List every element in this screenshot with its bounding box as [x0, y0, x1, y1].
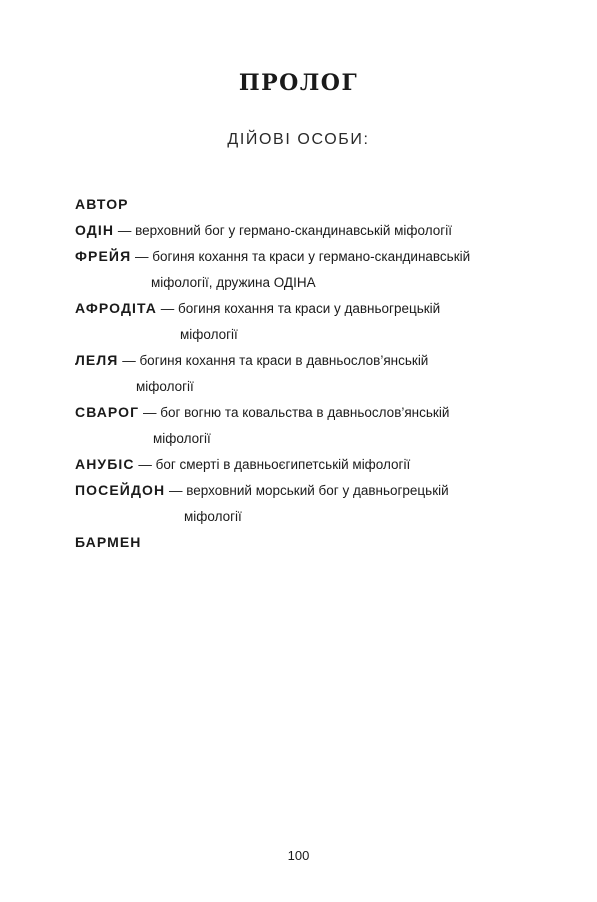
character-description: — верховний морський бог у давньогрецькій	[165, 483, 449, 498]
character-description: — богиня кохання та краси в давньослов’янській	[118, 353, 429, 368]
cast-heading: ДІЙОВІ ОСОБИ:	[227, 131, 370, 148]
cast-entry	[75, 299, 575, 344]
character-description-continued: міфології, дружина ОДІНА	[151, 275, 316, 290]
cast-entry-line	[75, 247, 575, 266]
cast-entry-line	[75, 195, 575, 214]
cast-entry-line	[75, 299, 575, 318]
character-description-continued: міфології	[136, 379, 194, 394]
character-description-continued: міфології	[153, 431, 211, 446]
cast-entry	[75, 351, 575, 396]
cast-entry	[75, 455, 575, 474]
cast-entry-line	[75, 533, 575, 552]
character-name: ПОСЕЙДОН	[75, 482, 166, 498]
character-description: — бог вогню та ковальства в давньослов’янській	[139, 405, 450, 420]
character-name: ЛЕЛЯ	[75, 352, 119, 368]
character-name: АВТОР	[75, 196, 129, 212]
cast-entry-line	[75, 481, 575, 500]
cast-entry	[75, 195, 575, 214]
cast-entry	[75, 481, 575, 526]
cast-entry-line	[75, 403, 575, 422]
character-name: АФРОДІТА	[75, 300, 158, 316]
character-name: СВАРОГ	[75, 404, 140, 420]
character-description-continued: міфології	[180, 327, 238, 342]
cast-entry-line	[75, 221, 575, 240]
page-number: 100	[287, 848, 310, 863]
character-description: — богиня кохання та краси у давньогрецькій	[157, 301, 441, 316]
cast-entry	[75, 403, 575, 448]
character-name: БАРМЕН	[75, 534, 142, 550]
cast-entry	[75, 247, 575, 292]
character-description: — верховний бог у германо-скандинавській міфології	[114, 223, 452, 238]
character-description: — бог смерті в давньоєгипетській міфології	[134, 457, 411, 472]
cast-entry-line	[75, 455, 575, 474]
character-description: — богиня кохання та краси у германо-скандинавській	[131, 249, 471, 264]
character-name: ФРЕЙЯ	[75, 248, 132, 264]
cast-entry	[75, 221, 575, 240]
character-name: АНУБІС	[75, 456, 135, 472]
character-description-continued: міфології	[184, 509, 242, 524]
character-name: ОДІН	[75, 222, 115, 238]
chapter-title: ПРОЛОГ	[238, 70, 359, 96]
cast-entry-line	[75, 351, 575, 370]
cast-list	[75, 195, 575, 559]
cast-entry	[75, 533, 575, 552]
